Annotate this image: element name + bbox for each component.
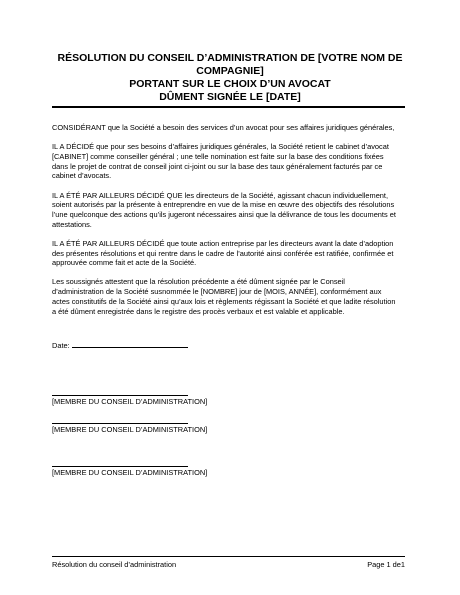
document-title <box>40 52 420 104</box>
title-line: COMPAGNIE] <box>196 65 264 77</box>
footer-document-name: Résolution du conseil d’administration <box>52 560 177 569</box>
signature-line <box>52 423 188 424</box>
signature-label: [MEMBRE DU CONSEIL D’ADMINISTRATION] <box>52 397 208 406</box>
signature-block <box>52 395 252 406</box>
paragraph-decision-directeurs: IL A ÉTÉ PAR AILLEURS DÉCIDÉ QUE les directeurs de la Société, agissant chacun individuellement, soient autorisés par la présente à entreprendre en vue de la mise en œuvre des objectifs des résolutions l’une quelconque des actions qu’ils jugeront nécessaires ainsi que la délivrance de tous les documents et attestations. <box>52 190 396 229</box>
signature-line <box>52 466 188 467</box>
title-line: RÉSOLUTION DU CONSEIL D’ADMINISTRATION DE [VOTRE NOM DE <box>57 52 403 64</box>
signature-label: [MEMBRE DU CONSEIL D’ADMINISTRATION] <box>52 425 208 434</box>
date-field <box>52 340 188 350</box>
paragraph-decision-cabinet: IL A DÉCIDÉ que pour ses besoins d’affaires juridiques générales, la Société retient le cabinet d’avocat [CABINET] comme conseiller général ; une telle nomination est faite sur la base des conditions fixées dans le projet de contrat de conseil joint ci-joint ou sur la base des taux généralement facturés par ce cabinet d’avocats. <box>52 142 389 181</box>
paragraph-considerant: CONSIDÉRANT que la Société a besoin des services d’un avocat pour ses affaires juridiques générales, <box>52 123 395 132</box>
paragraph-attestation: Les soussignés attestent que la résolution précédente a été dûment signée par le Conseil d’administration de la Société susnommée le [NOMBRE] jour de [MOIS, ANNÉE], conformément aux actes constitutifs de la Société ainsi qu’aux lois et règlements régissant la Société et que ladite résolution a été dûment enregistrée dans le registre des procès verbaux et est valable et applicable. <box>52 277 396 316</box>
document-body <box>52 123 407 326</box>
signature-label: [MEMBRE DU CONSEIL D’ADMINISTRATION] <box>52 468 208 477</box>
date-blank-line <box>72 340 188 348</box>
signature-block <box>52 466 252 477</box>
footer-page-number: Page 1 de1 <box>367 560 405 569</box>
footer-divider <box>52 556 405 557</box>
title-divider <box>52 106 405 108</box>
title-line: DÛMENT SIGNÉE LE [DATE] <box>159 91 301 103</box>
title-line: PORTANT SUR LE CHOIX D’UN AVOCAT <box>129 78 331 90</box>
signature-line <box>52 395 188 396</box>
date-label: Date: <box>52 341 70 350</box>
signature-block <box>52 423 252 434</box>
paragraph-decision-ratification: IL A ÉTÉ PAR AILLEURS DÉCIDÉ que toute action entreprise par les directeurs avant la date d’adoption des présentes résolutions et qui rentre dans le cadre de l’autorité ainsi conférée est ratifiée, confirmée et approuvée comme fait et acte de la Société. <box>52 238 394 268</box>
